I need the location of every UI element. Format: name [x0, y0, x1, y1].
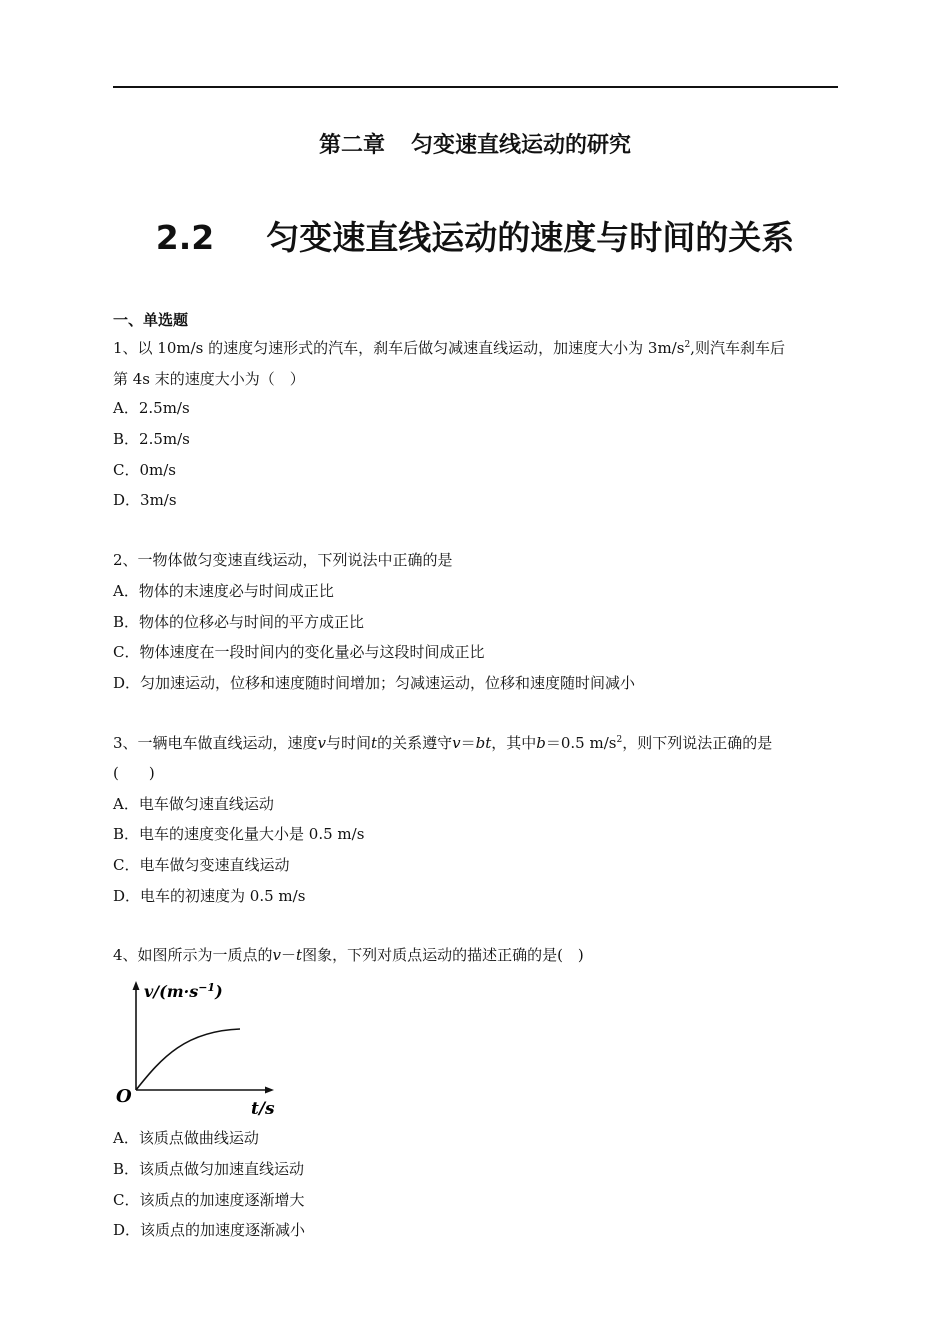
q3-option-a: A．电车做匀速直线运动 [113, 795, 274, 813]
q3-option-b: B．电车的速度变化量大小是 0.5 m/s [113, 825, 365, 843]
q4-option-c: C．该质点的加速度逐渐增大 [113, 1191, 305, 1209]
origin-label: O [116, 1086, 132, 1107]
question-4-stem: 4、如图所示为一质点的v－t图象，下列对质点运动的描述正确的是( ) [113, 946, 584, 964]
q4-option-a: A．该质点做曲线运动 [113, 1129, 259, 1147]
header-rule [113, 86, 838, 88]
q1-option-a: A．2.5m/s [113, 399, 190, 417]
y-axis-label: $v/(m\cdot s^{-1})$ [144, 981, 223, 1001]
question-3-stem-cont: ( ) [113, 764, 155, 782]
y-axis-arrow-icon [133, 981, 140, 990]
velocity-time-graph [110, 975, 285, 1120]
q4-option-d: D．该质点的加速度逐渐减小 [113, 1221, 306, 1239]
question-1-stem: 1、以 10m/s 的速度匀速形式的汽车，刹车后做匀减速直线运动，加速度大小为 $3m/s^2$,则汽车刹车后 [113, 339, 785, 357]
q3-option-c: C．电车做匀变速直线运动 [113, 856, 290, 874]
velocity-curve [136, 1029, 240, 1090]
question-3-stem: 3、一辆电车做直线运动，速度v与时间t的关系遵守v＝bt，其中b＝0.5 $m/s^2$，则下列说法正确的是 [113, 734, 773, 752]
question-2-stem: 2、一物体做匀变速直线运动，下列说法中正确的是 [113, 551, 453, 569]
lesson-heading [0, 212, 950, 259]
q1-option-b: B．2.5m/s [113, 430, 190, 448]
q1-option-d: D．3m/s [113, 491, 177, 509]
chapter-number: 第二章 [318, 133, 385, 158]
x-axis-arrow-icon [265, 1087, 274, 1094]
section-title: 一、单选题 [113, 311, 189, 329]
chapter-heading [0, 128, 950, 159]
q2-option-a: A．物体的末速度必与时间成正比 [113, 582, 334, 600]
q4-option-b: B．该质点做匀加速直线运动 [113, 1160, 305, 1178]
q2-option-b: B．物体的位移必与时间的平方成正比 [113, 613, 365, 631]
q3-option-d: D．电车的初速度为 0.5 m/s [113, 887, 306, 905]
x-axis-label: t/s [251, 1099, 275, 1119]
lesson-number: 2.2 [155, 218, 215, 257]
chapter-title: 匀变速直线运动的研究 [411, 133, 632, 158]
lesson-title: 匀变速直线运动的速度与时间的关系 [266, 218, 795, 257]
q2-option-d: D．匀加速运动，位移和速度随时间增加；匀减速运动，位移和速度随时间减小 [113, 674, 636, 692]
q1-option-c: C．0m/s [113, 461, 176, 479]
question-1-stem-cont: 第 4s 末的速度大小为（ ） [113, 370, 305, 388]
q2-option-c: C．物体速度在一段时间内的变化量必与这段时间成正比 [113, 643, 485, 661]
